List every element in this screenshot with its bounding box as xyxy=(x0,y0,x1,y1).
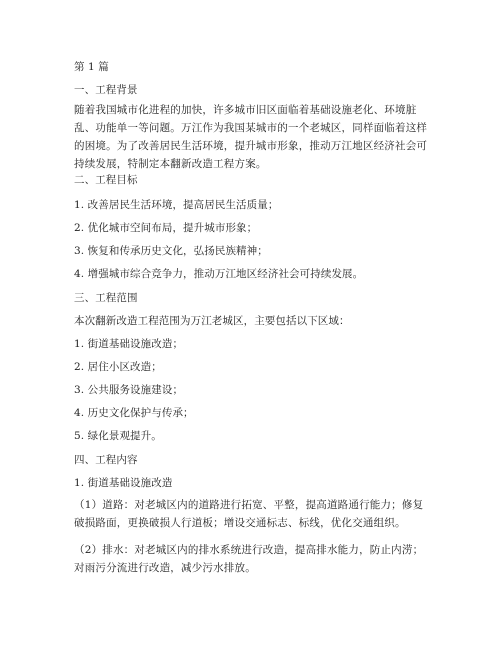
goal-item-1: 1. 改善居民生活环境，提高居民生活质量； xyxy=(74,199,279,211)
scope-item-2: 2. 居住小区改造； xyxy=(74,361,162,373)
scope-item-4: 4. 历史文化保护与传承； xyxy=(74,407,194,419)
content-paragraph-roads: （1）道路：对老城区内的道路进行拓宽、平整，提高道路通行能力；修复破损路面，更换破损人行道板；增设交通标志、标线，优化交通组织。 xyxy=(74,499,424,529)
goal-item-2: 2. 优化城市空间布局，提升城市形象； xyxy=(74,222,258,234)
section-title-scope: 三、工程范围 xyxy=(74,292,138,304)
content-subtitle: 1. 街道基础设施改造 xyxy=(74,477,173,489)
scope-item-3: 3. 公共服务设施建设； xyxy=(74,384,184,396)
goal-item-4: 4. 增强城市综合竞争力，推动万江地区经济社会可持续发展。 xyxy=(74,268,364,280)
goal-item-3: 3. 恢复和传承历史文化，弘扬民族精神； xyxy=(74,245,268,257)
scope-item-1: 1. 街道基础设施改造； xyxy=(74,338,184,350)
scope-intro: 本次翻新改造工程范围为万江老城区，主要包括以下区域： xyxy=(74,315,350,327)
background-paragraph: 随着我国城市化进程的加快，许多城市旧区面临着基础设施老化、环境脏乱、功能单一等问题。万江作为我国某城市的一个老城区，同样面临着这样的困境。为了改善居民生活环境，提升城市形象，推动万江地区经济社会可持续发展，特制定本翻新改造工程方案。 xyxy=(74,104,428,170)
content-paragraph-drainage: （2）排水：对老城区内的排水系统进行改造，提高排水能力，防止内涝；对雨污分流进行改造，减少污水排放。 xyxy=(74,544,424,574)
section-title-goals: 二、工程目标 xyxy=(74,174,138,186)
scope-item-5: 5. 绿化景观提升。 xyxy=(74,430,162,442)
section-title-content: 四、工程内容 xyxy=(74,454,138,466)
document-heading: 第 1 篇 xyxy=(74,61,109,73)
section-title-background: 一、工程背景 xyxy=(74,84,138,96)
